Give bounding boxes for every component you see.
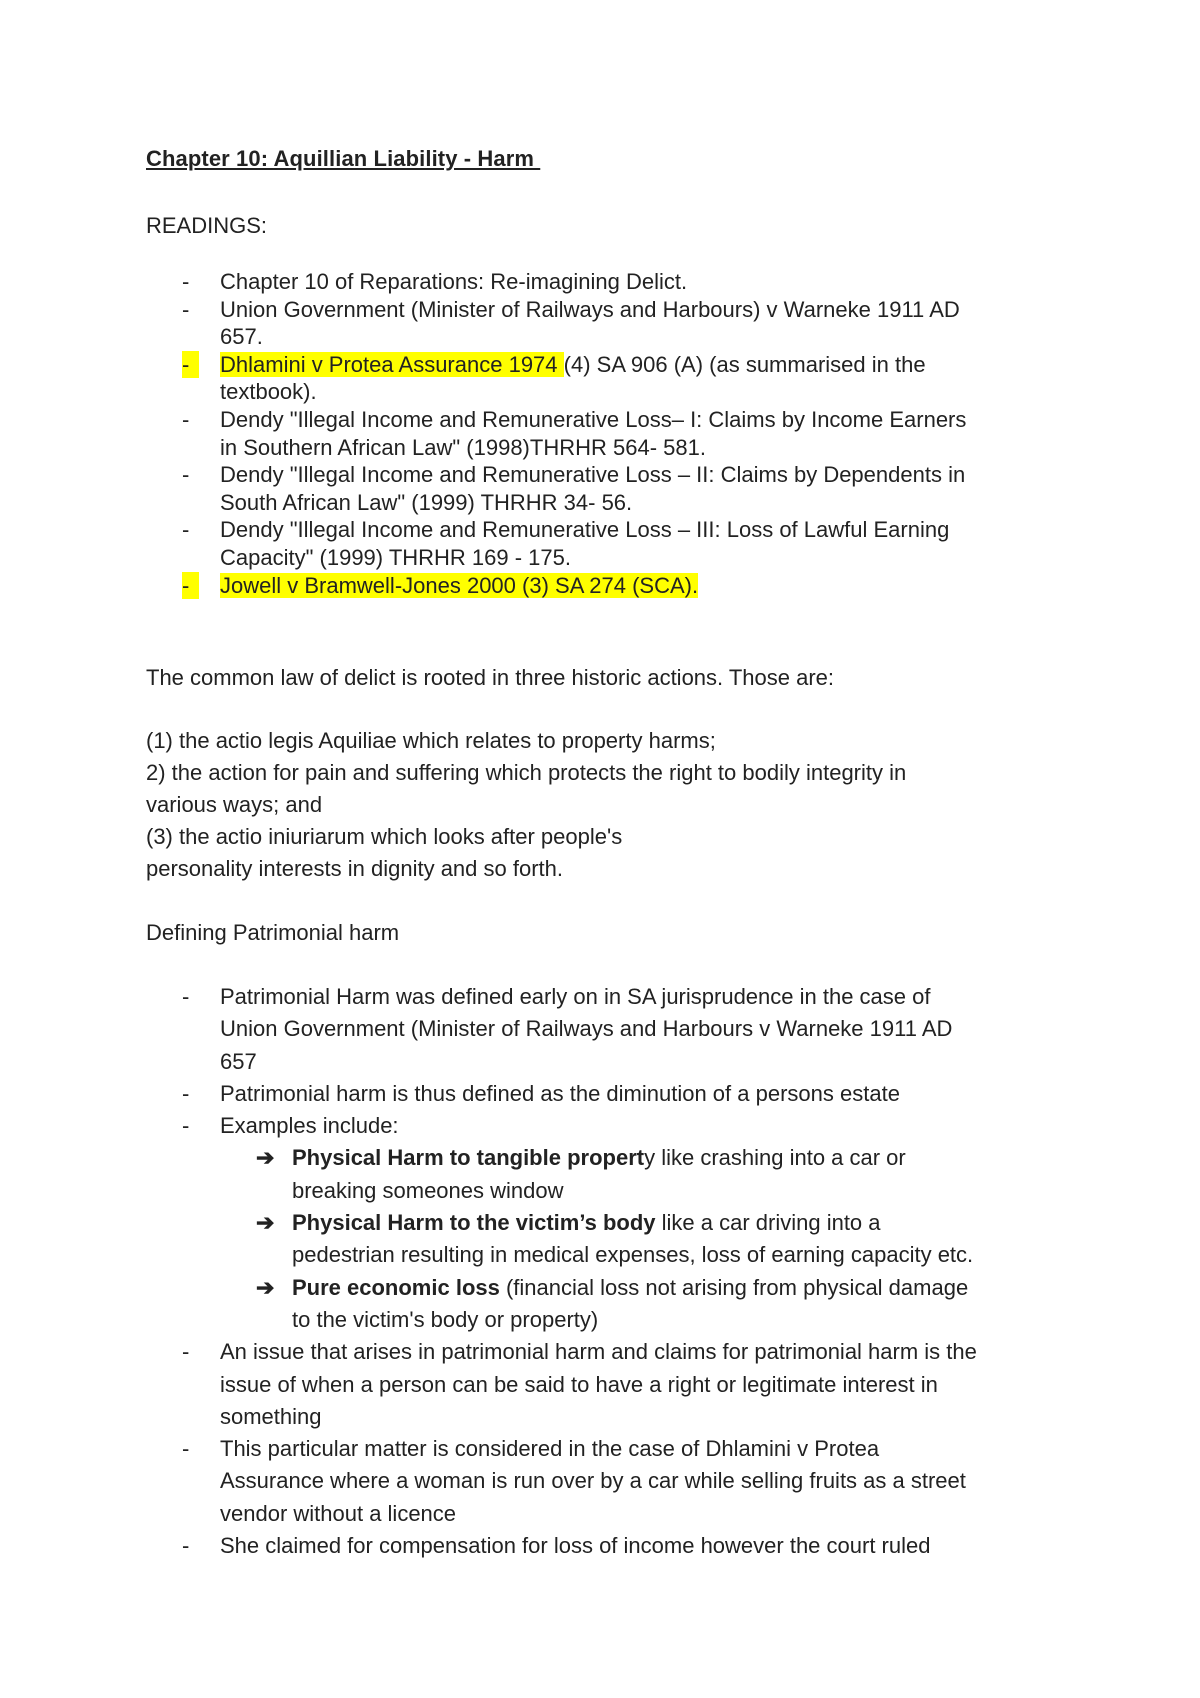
arrow-bullet-icon: ➔ [256,1145,275,1171]
dash-bullet: - [182,269,190,294]
action-line: (3) the actio iniuriarum which looks after people's [146,824,623,849]
reading-text: (4) SA 906 (A) (as summarised in the [563,351,926,377]
reading-line [220,351,1086,379]
reading-text: Capacity" (1999) THRHR 169 - 175. [220,544,572,570]
point-text: Patrimonial Harm was defined early on in SA jurisprudence in the case of [220,984,931,1009]
patrimonial-points-list [146,981,1086,1562]
example-item [256,1142,1086,1207]
dash-bullet: - [182,517,190,543]
dash-bullet: - [182,1436,190,1462]
dash-bullet: - [182,572,199,600]
action-line: various ways; and [146,792,323,817]
point-item [146,1530,1086,1562]
point-text: Union Government (Minister of Railways and Harbours v Warneke 1911 AD [220,1016,953,1042]
page-title: Chapter 10: Aquillian Liability - Harm [146,146,541,171]
point-text: Patrimonial harm is thus defined as the diminution of a persons estate [220,1080,900,1106]
example-text: pedestrian resulting in medical expenses, loss of earning capacity etc. [292,1242,974,1268]
reading-text: 657. [220,324,263,350]
reading-line [220,572,1086,600]
reading-item [146,516,1086,571]
point-text: Examples include: [220,1113,399,1139]
example-bold: Physical Harm to the victim’s body [292,1210,656,1236]
example-text: (financial loss not arising from physical damage [499,1274,969,1300]
point-text: 657 [220,1048,257,1074]
point-item [146,1110,1086,1142]
example-text: to the victim's body or property) [292,1306,599,1332]
arrow-bullet-icon: ➔ [256,1274,275,1300]
action-line: (1) the actio legis Aquiliae which relates to property harms; [146,728,716,753]
example-text: y like crashing into a car or [644,1145,906,1171]
example-item [256,1207,1086,1272]
intro-paragraph: The common law of delict is rooted in three historic actions. Those are: [146,665,835,690]
reading-item [146,406,1086,461]
highlighted-citation: Jowell v Bramwell-Jones 2000 (3) SA 274 (SCA). [220,572,699,598]
point-text: vendor without a licence [220,1500,457,1526]
point-item [146,1078,1086,1110]
point-text: An issue that arises in patrimonial harm and claims for patrimonial harm is the [220,1339,977,1365]
example-line [292,1272,1086,1304]
example-bold: Pure economic loss [292,1274,500,1300]
point-text: issue of when a person can be said to have a right or legitimate interest in [220,1371,938,1397]
dash-bullet: - [182,406,190,432]
reading-text: in Southern African Law" (1998)THRHR 564- 581. [220,434,706,460]
point-item [146,981,1086,1078]
dash-bullet: - [182,296,190,322]
reading-text: South African Law" (1999) THRHR 34- 56. [220,489,633,515]
reading-text: Dendy "Illegal Income and Remunerative Loss – III: Loss of Lawful Earning [220,517,950,543]
reading-item-highlighted [146,572,1086,600]
highlighted-citation: Dhlamini v Protea Assurance 1974 [220,351,564,377]
dash-bullet: - [182,462,190,488]
reading-item [146,296,1086,351]
readings-heading: READINGS: [146,213,268,238]
dash-bullet: - [182,1339,190,1365]
reading-item [146,268,1086,296]
point-text: This particular matter is considered in the case of Dhlamini v Protea [220,1436,880,1462]
reading-text: textbook). [220,379,317,405]
action-line: personality interests in dignity and so forth. [146,856,564,881]
arrow-bullet-icon: ➔ [256,1210,275,1236]
point-text: She claimed for compensation for loss of income however the court ruled [220,1533,931,1559]
example-text: like a car driving into a [655,1210,881,1236]
dash-bullet: - [182,351,199,379]
dash-bullet: - [182,1080,190,1106]
point-item [146,1433,1086,1530]
reading-text: Union Government (Minister of Railways and Harbours) v Warneke 1911 AD [220,296,960,322]
reading-item-highlighted [146,351,1086,406]
reading-text: Dendy "Illegal Income and Remunerative Loss – II: Claims by Dependents in [220,462,966,488]
example-line [292,1207,1086,1239]
example-line [292,1142,1086,1174]
example-text: breaking someones window [292,1177,564,1203]
readings-list [146,268,1086,599]
point-text: Assurance where a woman is run over by a car while selling fruits as a street [220,1468,966,1494]
point-item [146,1336,1086,1433]
example-item [256,1272,1086,1337]
reading-text: Chapter 10 of Reparations: Re-imagining Delict. [220,269,688,294]
dash-bullet: - [182,1113,190,1139]
example-bold: Physical Harm to tangible propert [292,1145,645,1171]
action-line: 2) the action for pain and suffering which protects the right to bodily integrity in [146,760,907,785]
point-text: something [220,1403,322,1429]
dash-bullet: - [182,984,190,1009]
reading-item [146,461,1086,516]
section-heading: Defining Patrimonial harm [146,920,400,945]
dash-bullet: - [182,1533,190,1559]
reading-text: Dendy "Illegal Income and Remunerative Loss– I: Claims by Income Earners [220,406,967,432]
